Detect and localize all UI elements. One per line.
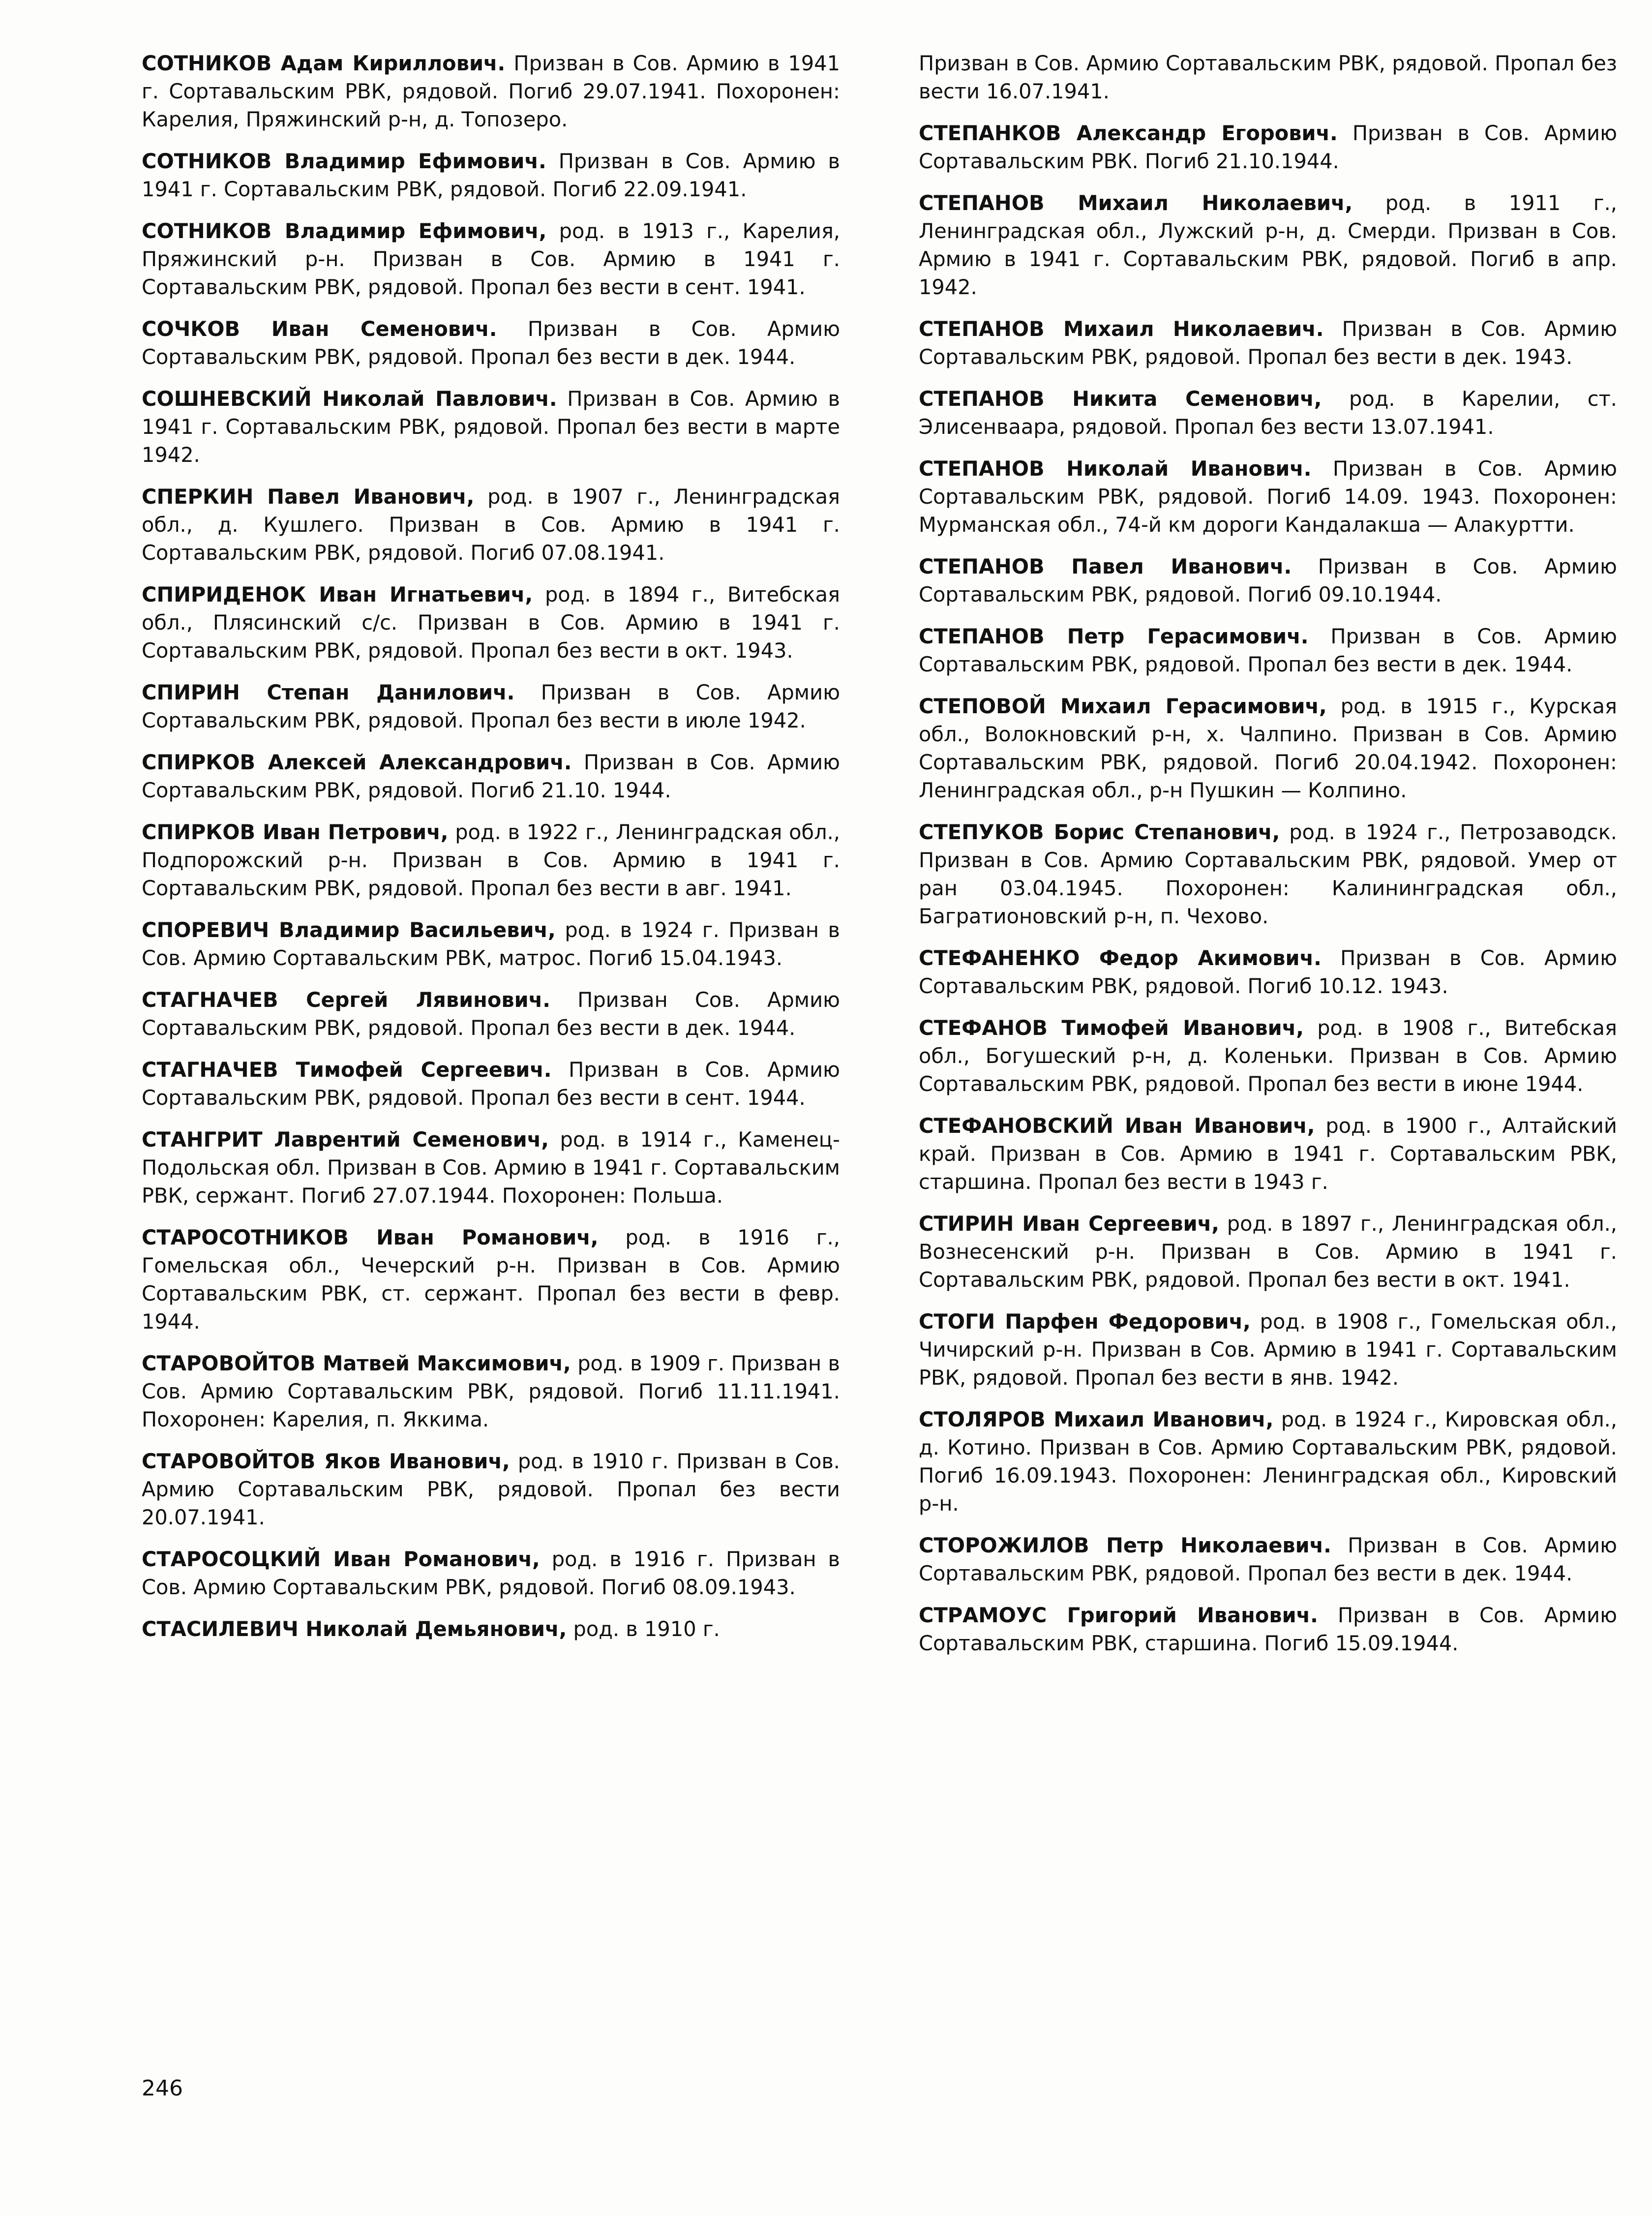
entry-name: СТАНГРИТ Лаврентий Семенович, — [142, 1127, 549, 1152]
memorial-entry — [142, 916, 840, 972]
memorial-entry — [142, 1545, 840, 1601]
memorial-entry — [919, 818, 1617, 930]
memorial-entry — [919, 622, 1617, 678]
memorial-entry — [142, 580, 840, 665]
entry-name: СТЕФАНЕНКО Федор Акимович. — [919, 946, 1322, 970]
entry-text: род. в 1910 г. Призван в Сов. Армию Сортавальским РВК, рядовой. Пропал без вести 20.07.1941. — [142, 1449, 840, 1529]
memorial-entry — [142, 986, 840, 1042]
memorial-entry — [142, 1056, 840, 1112]
entry-name: СПИРКОВ Иван Петрович, — [142, 820, 449, 844]
entry-text: Призван в Сов. Армию Сортавальским РВК, рядовой. Пропал без вести в июле 1942. — [142, 680, 841, 732]
entry-text: род. в 1916 г. Призван в Сов. Армию Сортавальским РВК, рядовой. Погиб 08.09.1943. — [142, 1547, 840, 1599]
entry-name: СПЕРКИН Павел Иванович, — [142, 485, 475, 509]
memorial-entry — [142, 1223, 840, 1335]
entry-name: СТРАМОУС Григорий Иванович. — [919, 1603, 1318, 1627]
memorial-entry — [142, 483, 840, 567]
entry-text: Призван в Сов. Армию Сортавальским РВК, рядовой. Пропал без вести в дек. 1944. — [919, 1533, 1617, 1585]
entry-name: СТЕФАНОВСКИЙ Иван Иванович, — [919, 1114, 1315, 1138]
entry-text: Призван в Сов. Армию Сортавальским РВК, рядовой. Погиб 14.09. 1943. Похоронен: Мурманская обл., 74-й км дороги Кандалакша — Алакуртти. — [919, 456, 1618, 537]
entry-text: Призван в Сов. Армию Сортавальским РВК, рядовой. Погиб 21.10. 1944. — [142, 750, 840, 802]
entry-text: род. в 1910 г. — [567, 1617, 720, 1641]
memorial-entry — [142, 678, 840, 734]
memorial-entry — [142, 385, 840, 469]
memorial-entry — [142, 49, 840, 133]
entry-name: СТОЛЯРОВ Михаил Иванович, — [919, 1407, 1274, 1431]
entry-text: род. в 1922 г., Ленинградская обл., Подпорожский р-н. Призван в Сов. Армию в 1941 г. Сортавальским РВК, рядовой. Пропал без вести в авг. 1941. — [142, 820, 840, 900]
memorial-entry — [919, 1307, 1617, 1392]
entry-text: род. в 1924 г., Кировская обл., д. Котино. Призван в Сов. Армию Сортавальским РВК, рядовой. Погиб 16.09.1943. Похоронен: Ленинградская обл., Кировский р-н. — [919, 1407, 1618, 1516]
memorial-entry — [919, 944, 1617, 1000]
memorial-entry — [919, 1112, 1617, 1196]
entry-text: Призван в Сов. Армию Сортавальским РВК, рядовой. Пропал без вести в дек. 1944. — [919, 624, 1617, 676]
entry-text: Призван Сов. Армию Сортавальским РВК, рядовой. Пропал без вести в дек. 1944. — [142, 988, 840, 1040]
memorial-entry — [919, 455, 1617, 539]
entry-name: СОЧКОВ Иван Семенович. — [142, 317, 497, 341]
entry-name: СТЕПАНКОВ Александр Егорович. — [919, 121, 1338, 145]
entry-name: СОТНИКОВ Владимир Ефимович, — [142, 219, 547, 243]
entry-text: род. в 1915 г., Курская обл., Волокновский р-н, х. Чалпино. Призван в Сов. Армию Сортавальским РВК, рядовой. Погиб 20.04.1942. Похоронен: Ленинградская обл., р-н Пушкин — Колпино. — [919, 694, 1618, 802]
memorial-entry — [142, 1125, 840, 1210]
memorial-entry — [919, 552, 1617, 608]
entry-name: СТОГИ Парфен Федорович, — [919, 1309, 1251, 1334]
entry-name: СПОРЕВИЧ Владимир Васильевич, — [142, 918, 556, 942]
memorial-entry — [142, 1349, 840, 1433]
entry-name: СПИРКОВ Алексей Александрович. — [142, 750, 572, 774]
left-column — [142, 49, 840, 1657]
entry-text: Призван в Сов. Армию в 1941 г. Сортавальским РВК, рядовой. Погиб 22.09.1941. — [142, 149, 840, 201]
memorial-entry — [142, 1615, 840, 1643]
entry-text: род. в 1908 г., Витебская обл., Богушеский р-н, д. Коленьки. Призван в Сов. Армию Сортавальским РВК, рядовой. Пропал без вести в июне 1944. — [919, 1016, 1617, 1096]
memorial-entry — [142, 748, 840, 804]
memorial-entry — [142, 315, 840, 371]
memorial-entry — [919, 692, 1617, 804]
memorial-entry — [919, 189, 1617, 301]
memorial-entry — [919, 1601, 1617, 1657]
entry-text: род. в 1924 г., Петрозаводск. Призван в Сов. Армию Сортавальским РВК, рядовой. Умер от ран 03.04.1945. Похоронен: Калининградская обл., Багратионовский р-н, п. Чехово. — [919, 820, 1617, 928]
entry-text: Призван в Сов. Армию в 1941 г. Сортавальским РВК, рядовой. Погиб 29.07.1941. Похоронен: Карелия, Пряжинский р-н, д. Топозеро. — [142, 51, 840, 131]
entry-text: род. в 1894 г., Витебская обл., Плясинский с/с. Призван в Сов. Армию в 1941 г. Сортавальским РВК, рядовой. Пропал без вести в окт. 1943. — [142, 582, 840, 663]
entry-name: СТЕПАНОВ Михаил Николаевич. — [919, 317, 1324, 341]
memorial-entry — [919, 1405, 1617, 1517]
memorial-entry — [919, 1531, 1617, 1587]
entry-text: Призван в Сов. Армию Сортавальским РВК, старшина. Погиб 15.09.1944. — [919, 1603, 1618, 1655]
entry-name: СТОРОЖИЛОВ Петр Николаевич. — [919, 1533, 1331, 1557]
memorial-entry — [142, 818, 840, 902]
entry-name: СТАРОСОЦКИЙ Иван Романович, — [142, 1547, 540, 1571]
entry-text: род. в 1911 г., Ленинградская обл., Лужский р-н, д. Смерди. Призван в Сов. Армию в 1941 г. Сортавальским РВК, рядовой. Погиб в апр. 1942. — [919, 191, 1617, 299]
entry-name: СТАРОСОТНИКОВ Иван Романович, — [142, 1225, 599, 1249]
entry-text: Призван в Сов. Армию в 1941 г. Сортавальским РВК, рядовой. Пропал без вести в марте 1942. — [142, 387, 840, 467]
entry-name: СТАРОВОЙТОВ Яков Иванович, — [142, 1449, 510, 1473]
memorial-entry — [919, 1210, 1617, 1294]
entry-name: СПИРИН Степан Данилович. — [142, 680, 515, 704]
entry-text: Призван в Сов. Армию Сортавальским РВК, рядовой. Пропал без вести в сент. 1944. — [142, 1058, 840, 1110]
memorial-entry — [142, 147, 840, 203]
entry-text: род. в 1897 г., Ленинградская обл., Вознесенский р-н. Призван в Сов. Армию в 1941 г. Сортавальским РВК, рядовой. Пропал без вести в окт. 1941. — [919, 1212, 1617, 1292]
entry-name: СТЕПАНОВ Петр Герасимович. — [919, 624, 1309, 648]
entry-text: род. в 1907 г., Ленинградская обл., д. Кушлего. Призван в Сов. Армию в 1941 г. Сортавальским РВК, рядовой. Погиб 07.08.1941. — [142, 485, 840, 565]
entry-name: СТЕПУКОВ Борис Степанович, — [919, 820, 1280, 844]
entry-name: СТЕПАНОВ Никита Семенович, — [919, 387, 1322, 411]
entry-text: Призван в Сов. Армию Сортавальским РВК, рядовой. Пропал без вести в дек. 1943. — [919, 317, 1617, 369]
memorial-entry — [919, 315, 1617, 371]
entry-text: род. в 1900 г., Алтайский край. Призван в Сов. Армию в 1941 г. Сортавальским РВК, старшина. Пропал без вести в 1943 г. — [919, 1114, 1618, 1194]
entry-text: род. в 1916 г., Гомельская обл., Чечерский р-н. Призван в Сов. Армию Сортавальским РВК, ст. сержант. Пропал без вести в февр. 1944. — [142, 1225, 840, 1334]
memorial-entry — [919, 385, 1617, 441]
entry-name: СТАГНАЧЕВ Сергей Лявинович. — [142, 988, 550, 1012]
entry-name: СПИРИДЕНОК Иван Игнатьевич, — [142, 582, 533, 607]
entry-text: род. в 1909 г. Призван в Сов. Армию Сортавальским РВК, рядовой. Погиб 11.11.1941. Похоронен: Карелия, п. Яккима. — [142, 1351, 841, 1431]
entry-name: СТЕПОВОЙ Михаил Герасимович, — [919, 694, 1327, 718]
entry-name: СТАГНАЧЕВ Тимофей Сергеевич. — [142, 1058, 552, 1082]
memorial-entry — [919, 119, 1617, 175]
entry-name: СОТНИКОВ Владимир Ефимович. — [142, 149, 546, 173]
memorial-entry — [142, 1447, 840, 1531]
entry-name: СТЕПАНОВ Михаил Николаевич, — [919, 191, 1353, 215]
entry-text: Призван в Сов. Армию Сортавальским РВК, рядовой. Пропал без вести 16.07.1941. — [919, 51, 1617, 103]
entry-name: СОШНЕВСКИЙ Николай Павлович. — [142, 387, 557, 411]
right-column — [919, 49, 1617, 1671]
entry-name: СТИРИН Иван Сергеевич, — [919, 1212, 1220, 1236]
entry-text: род. в 1914 г., Каменец-Подольская обл. Призван в Сов. Армию в 1941 г. Сортавальским РВК, сержант. Погиб 27.07.1944. Похоронен: Польша. — [142, 1127, 840, 1208]
memorial-entry — [919, 1014, 1617, 1098]
entry-name: СТЕПАНОВ Павел Иванович. — [919, 554, 1292, 578]
entry-text: Призван в Сов. Армию Сортавальским РВК. Погиб 21.10.1944. — [919, 121, 1618, 173]
entry-text: Призван в Сов. Армию Сортавальским РВК, рядовой. Погиб 09.10.1944. — [919, 554, 1617, 607]
entry-name: СТЕПАНОВ Николай Иванович. — [919, 456, 1312, 481]
entry-text: род. в 1908 г., Гомельская обл., Чичирский р-н. Призван в Сов. Армию в 1941 г. Сортавальским РВК, рядовой. Пропал без вести в янв. 1942. — [919, 1309, 1617, 1390]
entry-text: род. в 1924 г. Призван в Сов. Армию Сортавальским РВК, матрос. Погиб 15.04.1943. — [142, 918, 840, 970]
memorial-entry — [142, 217, 840, 301]
entry-text: Призван в Сов. Армию Сортавальским РВК, рядовой. Погиб 10.12. 1943. — [919, 946, 1617, 998]
entry-text: род. в 1913 г., Карелия, Пряжинский р-н. Призван в Сов. Армию в 1941 г. Сортавальским РВК, рядовой. Пропал без вести в сент. 1941. — [142, 219, 840, 299]
entry-name: СТАРОВОЙТОВ Матвей Максимович, — [142, 1351, 571, 1375]
entry-text: род. в Карелии, ст. Элисенваара, рядовой. Пропал без вести 13.07.1941. — [919, 387, 1617, 439]
entry-text: Призван в Сов. Армию Сортавальским РВК, рядовой. Пропал без вести в дек. 1944. — [142, 317, 840, 369]
entry-name: СОТНИКОВ Адам Кириллович. — [142, 51, 506, 75]
memorial-entry — [919, 49, 1617, 105]
page-number: 246 — [142, 2076, 183, 2101]
entry-name: СТЕФАНОВ Тимофей Иванович, — [919, 1016, 1304, 1040]
entry-name: СТАСИЛЕВИЧ Николай Демьянович, — [142, 1617, 567, 1641]
